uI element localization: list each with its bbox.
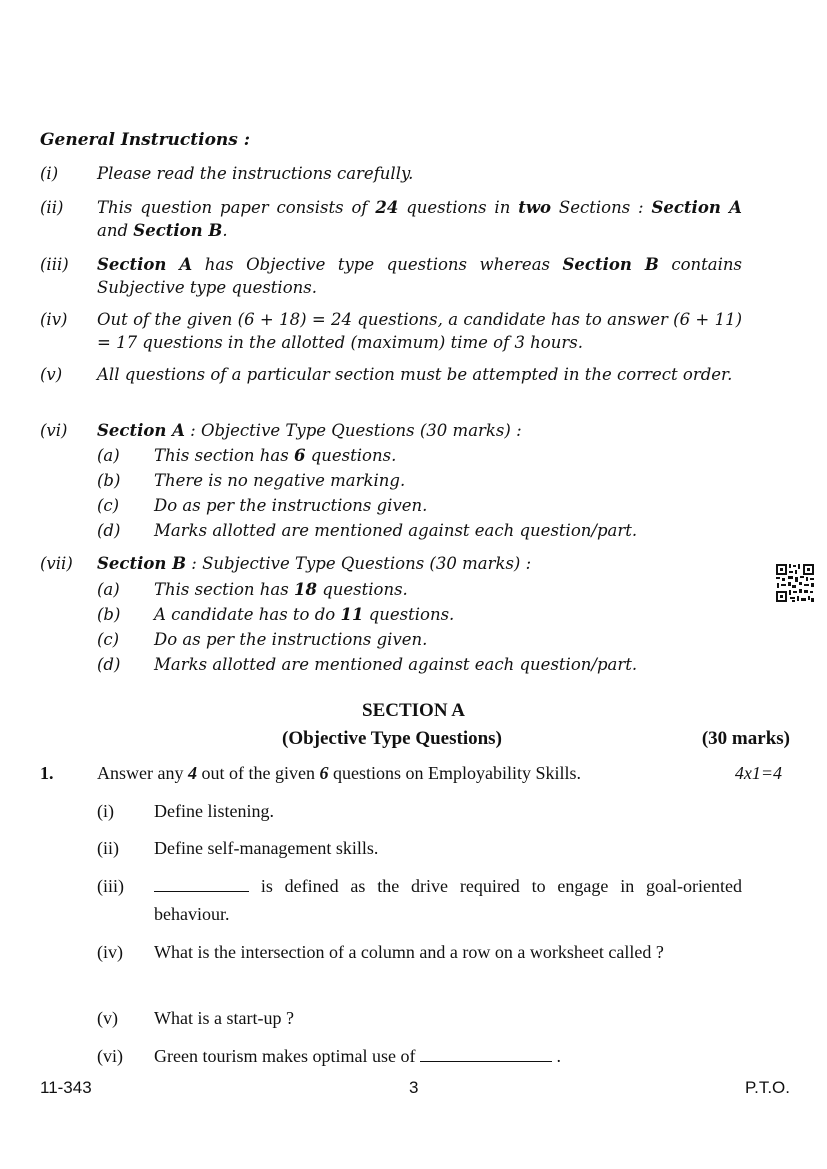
instruction-number: (v) — [40, 365, 63, 384]
item-number: (iii) — [97, 876, 124, 896]
item-text: Define self-management skills. — [154, 838, 379, 858]
item-text: Define listening. — [154, 801, 274, 821]
sub-text: This section has 18 questions. — [154, 580, 408, 599]
answer-blank[interactable] — [154, 877, 249, 892]
question-marks: 4x1=4 — [734, 763, 782, 783]
item-number: (i) — [97, 801, 114, 821]
instruction-vi-c — [97, 494, 737, 517]
question-item-iv — [97, 938, 742, 966]
instruction-vi-a — [97, 444, 737, 467]
qr-code-icon — [775, 563, 815, 603]
sub-number: (b) — [97, 471, 121, 490]
instruction-iii — [40, 253, 742, 299]
sub-text: A candidate has to do 11 questions. — [154, 605, 455, 624]
answer-blank[interactable] — [420, 1047, 552, 1062]
instruction-text: Section B : Subjective Type Questions (30 marks) : — [97, 554, 532, 573]
sub-text: There is no negative marking. — [154, 471, 406, 490]
instruction-text: Out of the given (6 + 18) = 24 questions, a candidate has to answer (6 + 11) = 17 questions in the allotted (maximum) time of 3 hours. — [97, 310, 742, 352]
item-number: (v) — [97, 1008, 118, 1028]
section-title: SECTION A — [362, 700, 465, 721]
instruction-vi-b — [97, 469, 737, 492]
instruction-vii-b — [97, 603, 737, 626]
item-text: is defined as the drive required to engage in goal-oriented behaviour. — [154, 876, 742, 924]
sub-number: (a) — [97, 580, 120, 599]
item-text: What is a start-up ? — [154, 1008, 294, 1028]
question-text: Answer any 4 out of the given 6 questions on Employability Skills. — [97, 763, 581, 783]
section-subtitle: (Objective Type Questions) — [282, 728, 502, 749]
instruction-number: (i) — [40, 164, 59, 183]
question-item-vi — [97, 1042, 742, 1070]
question-item-i — [97, 797, 742, 825]
instruction-text: Section A has Objective type questions whereas Section B contains Subjective type questions. — [97, 255, 743, 297]
instruction-i — [40, 162, 742, 185]
instruction-number: (vii) — [40, 554, 73, 573]
sub-number: (d) — [97, 521, 121, 540]
instruction-vii — [40, 552, 742, 575]
question-item-iii — [97, 872, 742, 928]
sub-number: (d) — [97, 655, 121, 674]
instruction-text: Section A : Objective Type Questions (30 marks) : — [97, 421, 522, 440]
sub-number: (c) — [97, 630, 120, 649]
instruction-text: Please read the instructions carefully. — [97, 164, 414, 183]
instruction-iv — [40, 308, 742, 354]
sub-text: Do as per the instructions given. — [154, 630, 428, 649]
item-text: What is the intersection of a column and a row on a worksheet called ? — [154, 942, 664, 962]
item-number: (vi) — [97, 1046, 123, 1066]
item-number: (ii) — [97, 838, 119, 858]
instruction-text: All questions of a particular section must be attempted in the correct order. — [97, 365, 733, 384]
instruction-number: (iii) — [40, 255, 69, 274]
instruction-vii-d — [97, 653, 737, 676]
instruction-number: (vi) — [40, 421, 68, 440]
pto-label: P.T.O. — [744, 1078, 790, 1097]
instruction-ii — [40, 196, 742, 242]
sub-text: Marks allotted are mentioned against each question/part. — [154, 655, 638, 674]
sub-text: Do as per the instructions given. — [154, 496, 428, 515]
sub-text: This section has 6 questions. — [154, 446, 397, 465]
question-item-ii — [97, 834, 742, 862]
instruction-vii-a — [97, 578, 737, 601]
sub-text: Marks allotted are mentioned against each question/part. — [154, 521, 638, 540]
sub-number: (c) — [97, 496, 120, 515]
paper-code: 11-343 — [40, 1078, 92, 1097]
instruction-number: (ii) — [40, 198, 64, 217]
page-number: 3 — [409, 1078, 419, 1097]
general-instructions-title: General Instructions : — [40, 130, 251, 150]
question-number: 1. — [40, 763, 54, 783]
item-text: Green tourism makes optimal use of . — [154, 1046, 561, 1066]
question-item-v — [97, 1004, 742, 1032]
instruction-v — [40, 363, 742, 386]
sub-number: (b) — [97, 605, 121, 624]
instruction-number: (iv) — [40, 310, 68, 329]
instruction-vi-d — [97, 519, 737, 542]
section-marks: (30 marks) — [701, 728, 790, 749]
instruction-vii-c — [97, 628, 737, 651]
instruction-vi — [40, 419, 742, 442]
instruction-text: This question paper consists of 24 questions in two Sections : Section A and Section B. — [97, 198, 742, 240]
item-number: (iv) — [97, 942, 123, 962]
sub-number: (a) — [97, 446, 120, 465]
